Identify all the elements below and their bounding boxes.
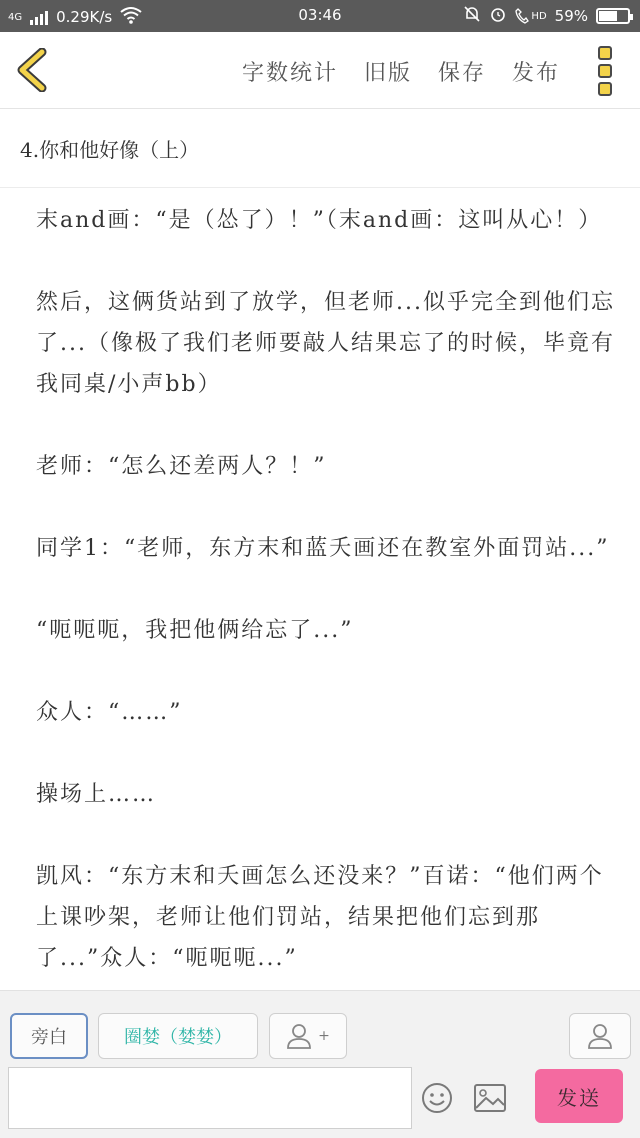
menu-dot-icon	[598, 64, 612, 78]
menu-dot-icon	[598, 82, 612, 96]
role-manager-button[interactable]	[569, 1013, 631, 1059]
person-icon	[587, 1022, 613, 1050]
smiley-icon	[420, 1081, 454, 1115]
emoji-button[interactable]	[420, 1081, 454, 1119]
paragraph: 凯风：“东方末和夭画怎么还没来？”百诺：“他们两个上课吵架，老师让他们罚站，结果把他们忘到那了...”众人：“呃呃呃...”	[36, 864, 604, 971]
paragraph: 众人：“……”	[36, 700, 183, 725]
add-role-button[interactable]	[269, 1013, 347, 1059]
editor-toolbar	[0, 32, 640, 109]
word-count-button[interactable]: 字数统计	[241, 61, 338, 86]
more-menu-button[interactable]	[598, 46, 614, 96]
hd-label: HD	[531, 10, 547, 22]
back-arrow-icon	[14, 48, 54, 92]
status-right	[463, 5, 630, 27]
mute-bell-icon	[463, 5, 481, 27]
paragraph: 老师：“怎么还差两人？！”	[36, 454, 327, 479]
story-content[interactable]	[36, 200, 616, 990]
menu-dot-icon	[598, 46, 612, 60]
aside-role-button[interactable]: 旁白	[10, 1013, 88, 1059]
network-type: 4G	[8, 11, 23, 23]
network-speed: 0.29K/s	[56, 8, 113, 26]
message-input[interactable]	[8, 1067, 412, 1129]
battery-percent: 59%	[554, 7, 588, 25]
old-version-button[interactable]: 旧版	[363, 61, 412, 86]
image-button[interactable]	[473, 1083, 507, 1117]
save-button[interactable]: 保存	[437, 61, 486, 86]
input-panel	[0, 990, 640, 1138]
role-selector	[0, 1013, 640, 1063]
paragraph: 末and画：“是（怂了）！”（末and画：这叫从心！）	[36, 208, 603, 233]
add-role-plus: +	[318, 1028, 330, 1044]
paragraph: “呃呃呃，我把他俩给忘了...”	[36, 618, 354, 643]
toolbar-actions	[242, 56, 560, 87]
paragraph: 然后，这俩货站到了放学，但老师...似乎完全到他们忘了...（像极了我们老师要敲人结果忘了的时候，毕竟有我同桌/小声bb）	[36, 290, 615, 397]
image-icon	[473, 1083, 507, 1113]
character-role-button[interactable]: 圈婪（婪婪）	[98, 1013, 258, 1059]
battery-icon	[596, 8, 630, 24]
alarm-icon	[489, 5, 507, 27]
back-button[interactable]	[14, 48, 54, 92]
publish-button[interactable]: 发布	[511, 61, 560, 86]
status-time: 03:46	[298, 6, 342, 24]
send-button[interactable]: 发送	[535, 1069, 623, 1123]
battery-fill	[599, 11, 617, 21]
paragraph: 同学1：“老师，东方末和蓝夭画还在教室外面罚站...”	[36, 536, 610, 561]
person-icon	[286, 1022, 312, 1050]
hd-call-icon	[515, 8, 546, 24]
paragraph: 操场上……	[36, 782, 157, 807]
status-bar	[0, 0, 640, 32]
chapter-title[interactable]: 4.你和他好像（上）	[0, 110, 640, 188]
